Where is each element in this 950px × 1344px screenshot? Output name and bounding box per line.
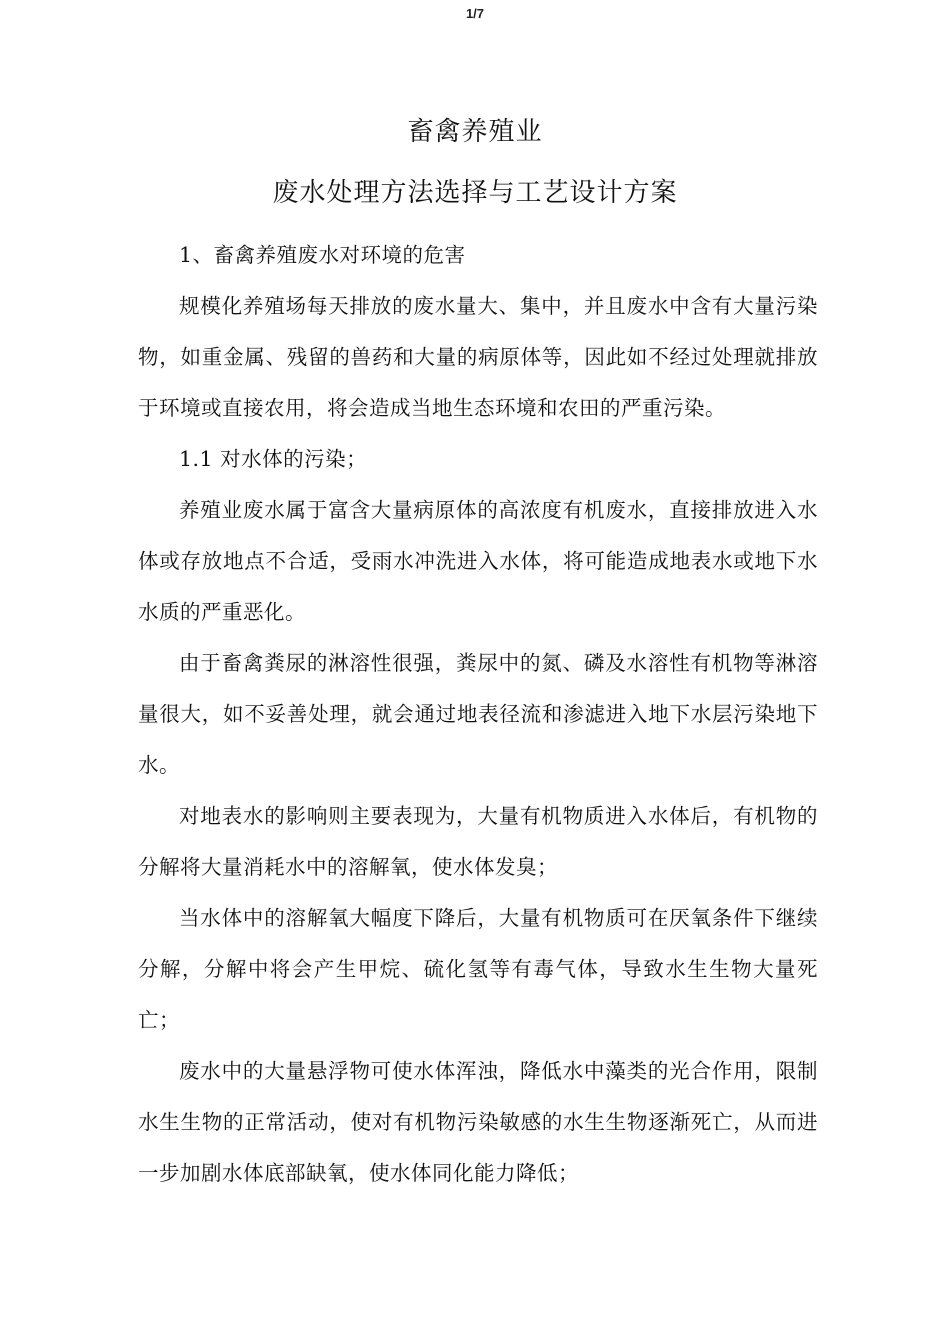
document-title: 畜禽养殖业	[407, 117, 543, 147]
document-body	[138, 230, 818, 1199]
section-heading-1-1: 1.1 对水体的污染；	[179, 447, 368, 471]
body-paragraph: 由于畜禽粪尿的淋溶性很强，粪尿中的氮、磷及水溶性有机物等淋溶量很大，如不妥善处理，就会通过地表径流和渗滤进入地下水层污染地下水。	[138, 651, 818, 777]
body-paragraph: 对地表水的影响则主要表现为，大量有机物质进入水体后，有机物的分解将大量消耗水中的溶解氧，使水体发臭；	[138, 804, 818, 879]
document-subtitle: 废水处理方法选择与工艺设计方案	[272, 178, 678, 208]
body-paragraph: 规模化养殖场每天排放的废水量大、集中，并且废水中含有大量污染物，如重金属、残留的兽药和大量的病原体等，因此如不经过处理就排放于环境或直接农用，将会造成当地生态环境和农田的严重污染。	[138, 294, 818, 420]
body-paragraph: 废水中的大量悬浮物可使水体浑浊，降低水中藻类的光合作用，限制水生生物的正常活动，使对有机物污染敏感的水生生物逐渐死亡，从而进一步加剧水体底部缺氧，使水体同化能力降低；	[138, 1059, 818, 1185]
page-number: 1/7	[465, 6, 485, 21]
body-paragraph: 当水体中的溶解氧大幅度下降后，大量有机物质可在厌氧条件下继续分解，分解中将会产生甲烷、硫化氢等有毒气体，导致水生生物大量死亡；	[138, 906, 818, 1032]
body-paragraph: 养殖业废水属于富含大量病原体的高浓度有机废水，直接排放进入水体或存放地点不合适，受雨水冲洗进入水体，将可能造成地表水或地下水水质的严重恶化。	[138, 498, 818, 624]
section-heading-1: 1、畜禽养殖废水对环境的危害	[179, 243, 466, 267]
